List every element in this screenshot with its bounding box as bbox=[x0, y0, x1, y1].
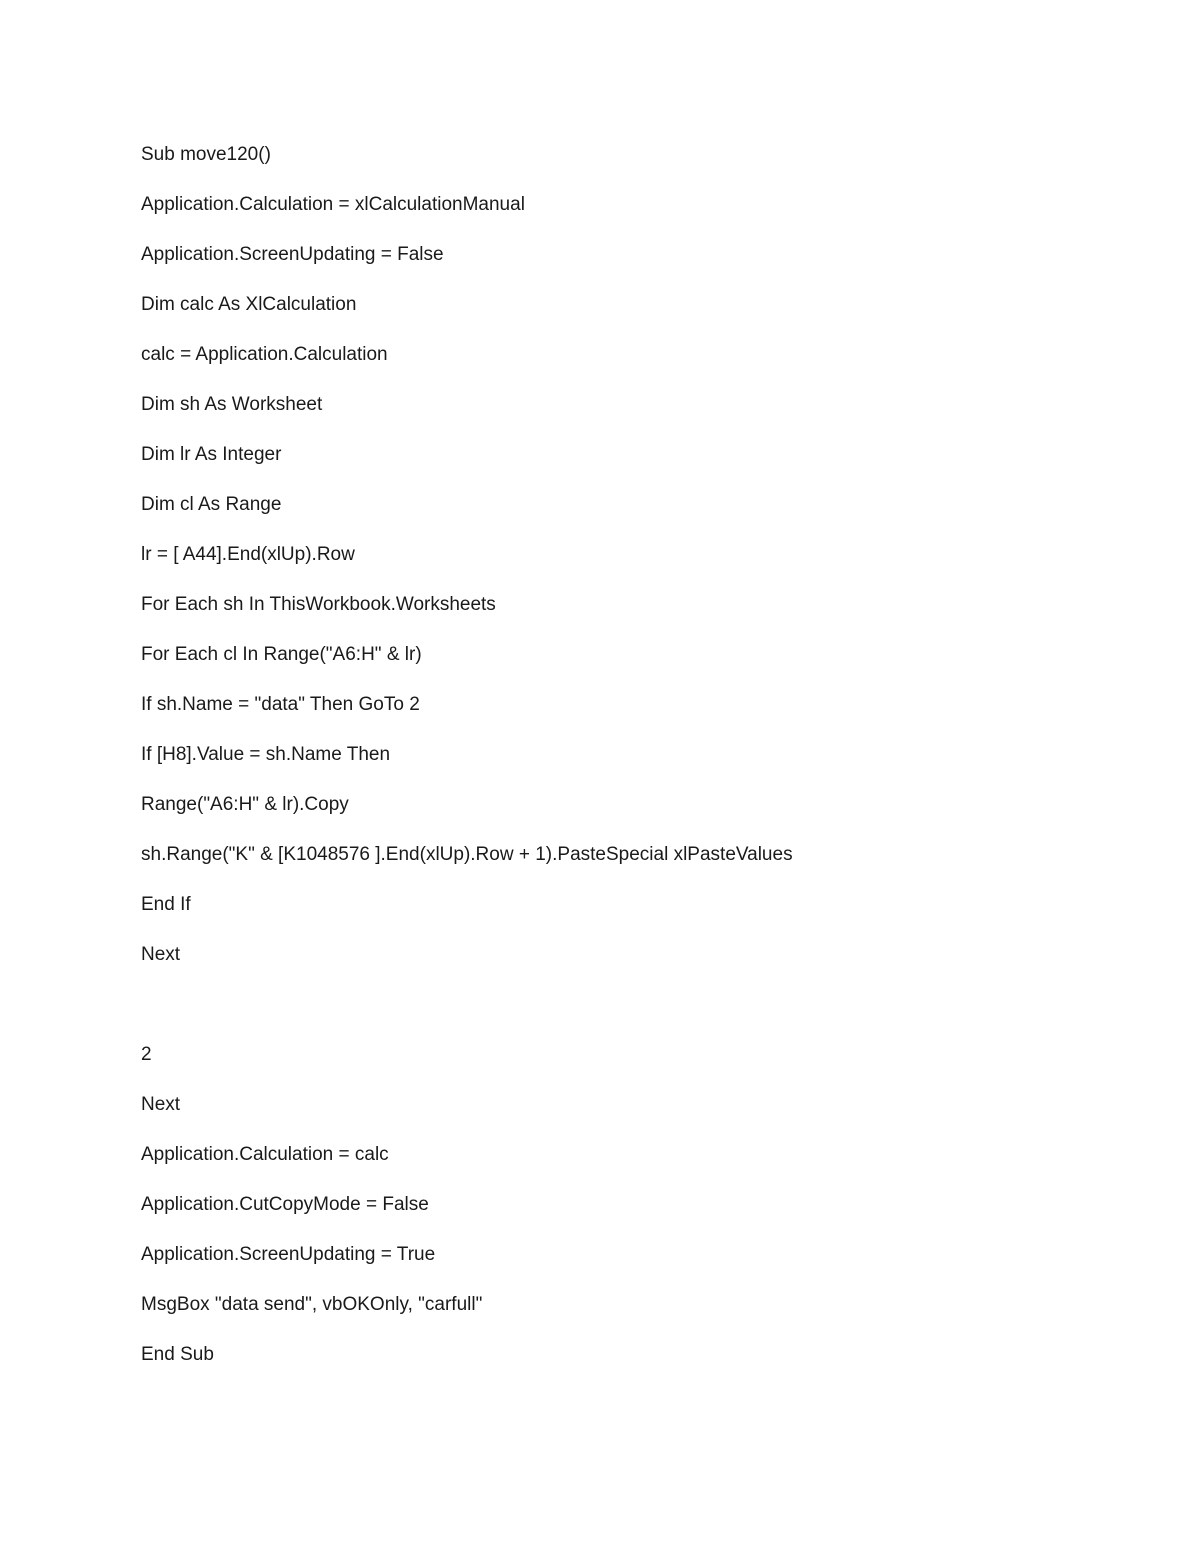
code-line: Dim lr As Integer bbox=[141, 444, 282, 465]
code-line: Dim cl As Range bbox=[141, 494, 282, 515]
vba-code-block bbox=[141, 140, 1101, 1390]
code-line: Next bbox=[141, 944, 181, 965]
code-line: sh.Range("K" & [K1048576 ].End(xlUp).Row + 1).PasteSpecial xlPasteValues bbox=[141, 844, 793, 865]
code-line: For Each sh In ThisWorkbook.Worksheets bbox=[141, 594, 496, 615]
code-line: Application.CutCopyMode = False bbox=[141, 1194, 429, 1215]
code-line: If [H8].Value = sh.Name Then bbox=[141, 744, 391, 765]
code-line: Application.Calculation = xlCalculationManual bbox=[141, 194, 525, 215]
code-line: calc = Application.Calculation bbox=[141, 344, 388, 365]
code-line: MsgBox "data send", vbOKOnly, "carfull" bbox=[141, 1294, 483, 1315]
code-line: Dim calc As XlCalculation bbox=[141, 294, 357, 315]
code-line: 2 bbox=[141, 1044, 152, 1065]
code-line: lr = [ A44].End(xlUp).Row bbox=[141, 544, 355, 565]
code-line: For Each cl In Range("A6:H" & lr) bbox=[141, 644, 422, 665]
code-line: Dim sh As Worksheet bbox=[141, 394, 323, 415]
code-line: End If bbox=[141, 894, 191, 915]
code-line: Application.ScreenUpdating = False bbox=[141, 244, 444, 265]
code-line: Next bbox=[141, 1094, 181, 1115]
code-line: Application.Calculation = calc bbox=[141, 1144, 389, 1165]
code-line: If sh.Name = "data" Then GoTo 2 bbox=[141, 694, 420, 715]
code-line: Range("A6:H" & lr).Copy bbox=[141, 794, 349, 815]
code-line: End Sub bbox=[141, 1344, 214, 1365]
code-line: Sub move120() bbox=[141, 144, 271, 165]
code-line: Application.ScreenUpdating = True bbox=[141, 1244, 436, 1265]
blank-line bbox=[141, 990, 1101, 1020]
